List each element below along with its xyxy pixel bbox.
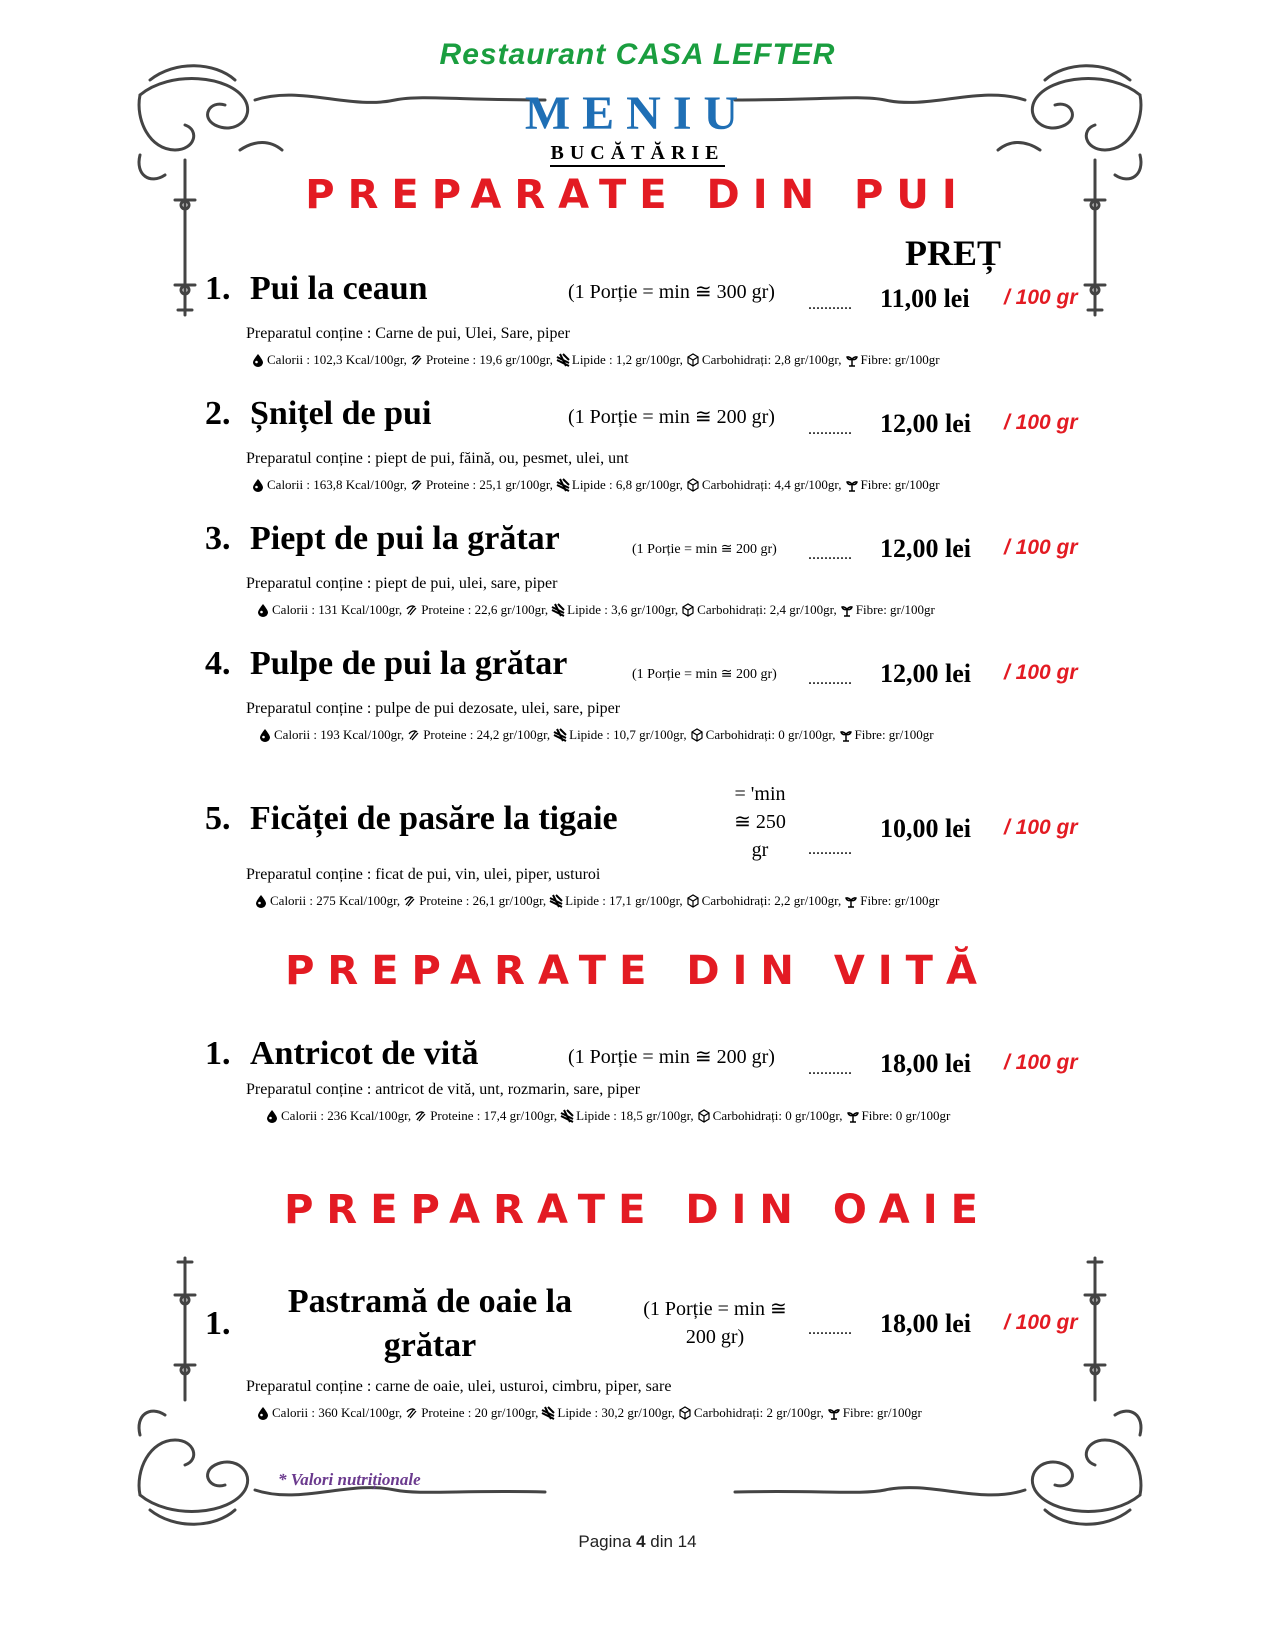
item-number: 1. (205, 1305, 231, 1342)
nutrition-row (256, 602, 936, 618)
nutrition-carbs: Carbohidrați: 2,8 gr/100gr, (701, 352, 842, 367)
nutrition-row (256, 1405, 923, 1421)
item-name: Pui la ceaun (250, 270, 428, 307)
price-header: PREȚ (905, 233, 1002, 273)
item-portion: (1 Porție = min ≅ 300 gr) (568, 281, 775, 303)
fiber-icon (827, 1406, 841, 1420)
price-unit: / 100 gr (1004, 536, 1078, 559)
item-price: 18,00 lei (880, 1309, 971, 1338)
item-number: 2. (205, 395, 231, 432)
lipid-icon (556, 478, 570, 492)
protein-icon (414, 1109, 428, 1123)
nutrition-carbs: Carbohidrați: 2,2 gr/100gr, (701, 893, 842, 908)
item-name: Pastramă de oaie la grătar (287, 1283, 573, 1364)
page-number: 4 (636, 1532, 646, 1551)
item-portion: (1 Porție = min ≅ 200 gr) (568, 406, 775, 428)
fiber-icon (846, 1109, 860, 1123)
price-unit: / 100 gr (1004, 661, 1078, 684)
fiber-icon (845, 478, 859, 492)
carb-icon (686, 894, 700, 908)
item-ingredients: Preparatul conține : ficat de pui, vin, ulei, piper, usturoi (246, 866, 601, 883)
nutrition-calories: Calorii : 163,8 Kcal/100gr, (267, 477, 407, 492)
nutrition-protein: Proteine : 24,2 gr/100gr, (423, 727, 551, 742)
nutrition-calories: Calorii : 193 Kcal/100gr, (274, 727, 405, 742)
item-ingredients: Preparatul conține : piept de pui, ulei, sare, piper (246, 575, 558, 592)
item-ingredients: Preparatul conține : carne de oaie, ulei, usturoi, cimbru, piper, sare (246, 1378, 672, 1395)
lipid-icon (560, 1109, 574, 1123)
item-ingredients: Preparatul conține : piept de pui, făină, ou, pesmet, ulei, unt (246, 450, 629, 467)
carb-icon (690, 728, 704, 742)
section-title-pui: PREPARATE DIN PUI (305, 172, 970, 218)
item-portion: = 'min ≅ 250 gr (734, 783, 786, 861)
fiber-icon (845, 353, 859, 367)
nutrition-fibre: Fibre: gr/100gr (855, 602, 935, 617)
section-title-oaie: PREPARATE DIN OAIE (284, 1187, 991, 1233)
item-name: Pulpe de pui la grătar (250, 645, 568, 682)
nutrition-protein: Proteine : 20 gr/100gr, (421, 1405, 539, 1420)
nutrition-protein: Proteine : 25,1 gr/100gr, (425, 477, 553, 492)
restaurant-name: Restaurant CASA LEFTER (439, 38, 836, 71)
fiber-icon (839, 728, 853, 742)
nutrition-lipids: Lipide : 3,6 gr/100gr, (567, 602, 679, 617)
menu-subtitle: BUCĂTĂRIE (0, 142, 1275, 165)
nutrition-fibre: Fibre: gr/100gr (860, 352, 940, 367)
lipid-icon (553, 728, 567, 742)
nutrition-carbs: Carbohidrați: 0 gr/100gr, (705, 727, 836, 742)
item-number: 5. (205, 800, 231, 837)
carb-icon (678, 1406, 692, 1420)
nutrition-calories: Calorii : 275 Kcal/100gr, (270, 893, 401, 908)
protein-icon (405, 603, 419, 617)
protein-icon (405, 1406, 419, 1420)
nutrition-row (258, 727, 935, 743)
nutrition-lipids: Lipide : 30,2 gr/100gr, (557, 1405, 675, 1420)
nutrition-lipids: Lipide : 17,1 gr/100gr, (565, 893, 683, 908)
leader-dots: ........... (808, 296, 852, 313)
lipid-icon (556, 353, 570, 367)
item-price: 10,00 lei (880, 814, 971, 843)
nutrition-fibre: Fibre: gr/100gr (842, 1405, 922, 1420)
section-title-vita: PREPARATE DIN VITĂ (285, 948, 990, 994)
price-unit: / 100 gr (1004, 1051, 1078, 1074)
item-portion: (1 Porție = min ≅ 200 gr) (632, 667, 777, 682)
item-ingredients: Preparatul conține : pulpe de pui dezosate, ulei, sare, piper (246, 700, 621, 717)
protein-icon (407, 728, 421, 742)
drop-icon (256, 1406, 270, 1420)
carb-icon (697, 1109, 711, 1123)
protein-icon (410, 353, 424, 367)
nutrition-carbs: Carbohidrați: 0 gr/100gr, (712, 1108, 843, 1123)
page-total: 14 (677, 1532, 697, 1551)
item-price: 12,00 lei (880, 409, 971, 438)
leader-dots: ........... (808, 841, 852, 858)
fiber-icon (840, 603, 854, 617)
item-name: Șnițel de pui (250, 395, 432, 432)
drop-icon (265, 1109, 279, 1123)
nutrition-calories: Calorii : 360 Kcal/100gr, (272, 1405, 403, 1420)
nutrition-carbs: Carbohidrați: 2 gr/100gr, (693, 1405, 824, 1420)
item-number: 3. (205, 520, 231, 557)
nutrition-row (251, 477, 941, 493)
price-unit: / 100 gr (1004, 816, 1078, 839)
leader-dots: ........... (808, 671, 852, 688)
drop-icon (251, 478, 265, 492)
lipid-icon (541, 1406, 555, 1420)
leader-dots: ........... (808, 421, 852, 438)
nutrition-row (251, 352, 941, 368)
protein-icon (410, 478, 424, 492)
leader-dots: ........... (808, 1321, 852, 1338)
drop-icon (258, 728, 272, 742)
drop-icon (254, 894, 268, 908)
price-unit: / 100 gr (1004, 1311, 1078, 1334)
item-portion: (1 Porție = min ≅ 200 gr) (568, 1046, 775, 1068)
leader-dots: ........... (808, 1061, 852, 1078)
item-name: Ficăței de pasăre la tigaie (250, 800, 618, 837)
item-price: 11,00 lei (880, 284, 970, 313)
nutrition-carbs: Carbohidrați: 4,4 gr/100gr, (701, 477, 842, 492)
page-footer: Pagina 4 din 14 (578, 1532, 697, 1551)
price-unit: / 100 gr (1004, 411, 1078, 434)
nutrition-fibre: Fibre: gr/100gr (860, 477, 940, 492)
drop-icon (251, 353, 265, 367)
item-portion: (1 Porție = min ≅ 200 gr) (643, 1298, 787, 1348)
nutrition-calories: Calorii : 131 Kcal/100gr, (272, 602, 403, 617)
item-number: 1. (205, 1035, 231, 1072)
nutrition-protein: Proteine : 26,1 gr/100gr, (419, 893, 547, 908)
drop-icon (256, 603, 270, 617)
nutrition-lipids: Lipide : 10,7 gr/100gr, (569, 727, 687, 742)
item-name: Antricot de vită (250, 1035, 479, 1072)
item-number: 1. (205, 270, 231, 307)
fiber-icon (844, 894, 858, 908)
item-name: Piept de pui la grătar (250, 520, 560, 557)
nutrition-fibre: Fibre: gr/100gr (860, 893, 940, 908)
nutrition-row (254, 893, 940, 909)
item-ingredients: Preparatul conține : antricot de vită, unt, rozmarin, sare, piper (246, 1081, 641, 1098)
nutrition-protein: Proteine : 19,6 gr/100gr, (425, 352, 553, 367)
item-ingredients: Preparatul conține : Carne de pui, Ulei, Sare, piper (246, 325, 570, 342)
nutrition-lipids: Lipide : 6,8 gr/100gr, (571, 477, 683, 492)
item-price: 12,00 lei (880, 659, 971, 688)
carb-icon (686, 353, 700, 367)
leader-dots: ........... (808, 546, 852, 563)
nutrition-calories: Calorii : 102,3 Kcal/100gr, (267, 352, 407, 367)
nutrition-note: * Valori nutriționale (278, 1470, 421, 1489)
protein-icon (403, 894, 417, 908)
nutrition-protein: Proteine : 22,6 gr/100gr, (421, 602, 549, 617)
nutrition-row (265, 1108, 951, 1124)
item-portion: (1 Porție = min ≅ 200 gr) (632, 542, 777, 557)
nutrition-lipids: Lipide : 18,5 gr/100gr, (576, 1108, 694, 1123)
carb-icon (686, 478, 700, 492)
nutrition-fibre: Fibre: 0 gr/100gr (861, 1108, 951, 1123)
lipid-icon (549, 894, 563, 908)
nutrition-fibre: Fibre: gr/100gr (854, 727, 934, 742)
nutrition-carbs: Carbohidrați: 2,4 gr/100gr, (697, 602, 837, 617)
nutrition-calories: Calorii : 236 Kcal/100gr, (281, 1108, 412, 1123)
item-price: 12,00 lei (880, 534, 971, 563)
price-unit: / 100 gr (1004, 286, 1078, 309)
carb-icon (681, 603, 695, 617)
item-price: 18,00 lei (880, 1049, 971, 1078)
lipid-icon (551, 603, 565, 617)
nutrition-protein: Proteine : 17,4 gr/100gr, (430, 1108, 558, 1123)
item-number: 4. (205, 645, 231, 682)
nutrition-lipids: Lipide : 1,2 gr/100gr, (571, 352, 683, 367)
menu-title: MENIU (524, 87, 751, 140)
